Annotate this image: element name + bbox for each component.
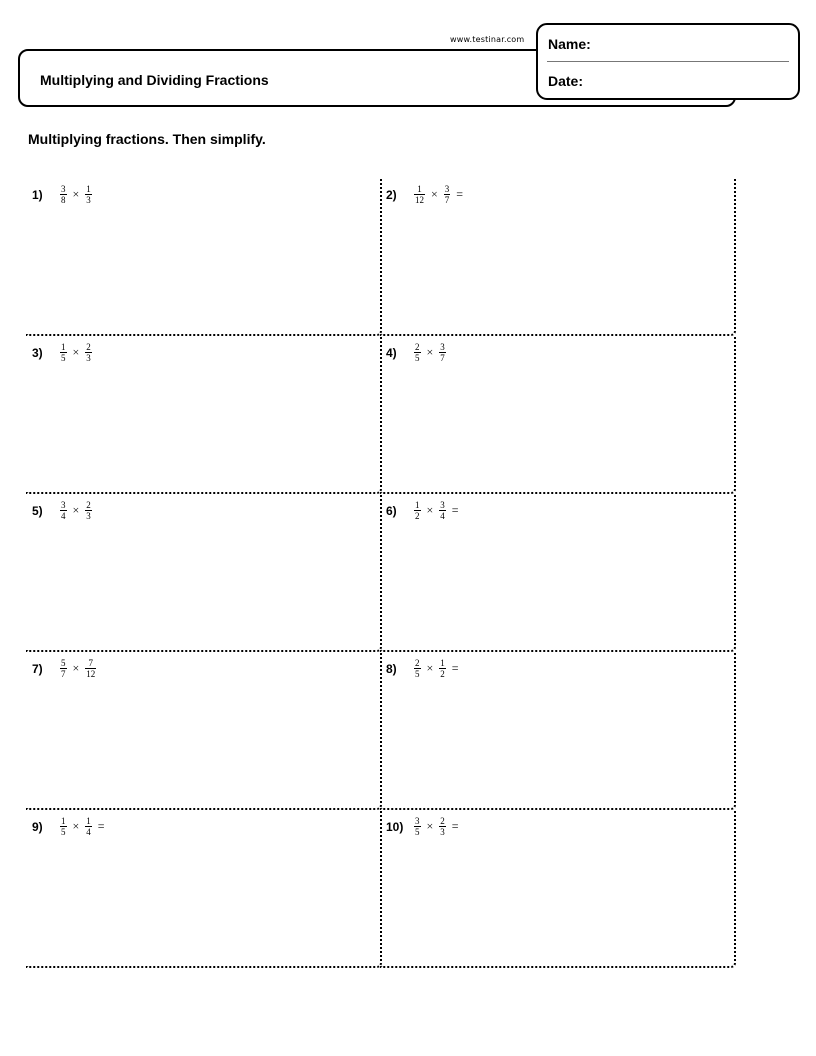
name-divider bbox=[547, 61, 789, 62]
problem-number: 7) bbox=[32, 661, 43, 676]
numerator: 2 bbox=[86, 342, 91, 352]
denominator: 12 bbox=[86, 669, 96, 679]
denominator: 3 bbox=[86, 353, 91, 363]
numerator: 1 bbox=[440, 658, 445, 668]
problem-cell bbox=[26, 810, 382, 968]
multiply-sign: × bbox=[426, 661, 434, 675]
equals-sign: = bbox=[451, 503, 459, 517]
multiply-sign: × bbox=[72, 819, 80, 833]
problem-cell bbox=[26, 652, 382, 810]
numerator: 1 bbox=[86, 184, 91, 194]
denominator: 5 bbox=[61, 353, 66, 363]
problem bbox=[32, 500, 98, 521]
fraction bbox=[85, 500, 92, 521]
denominator: 3 bbox=[440, 827, 445, 837]
equals-sign: = bbox=[451, 661, 459, 675]
problem-cell bbox=[26, 178, 382, 336]
fraction bbox=[414, 500, 421, 521]
problem-number: 4) bbox=[386, 345, 397, 360]
denominator: 4 bbox=[61, 511, 66, 521]
problem-number: 8) bbox=[386, 661, 397, 676]
numerator: 3 bbox=[61, 184, 66, 194]
denominator: 12 bbox=[415, 195, 424, 205]
denominator: 2 bbox=[415, 511, 420, 521]
equals-sign: = bbox=[97, 819, 105, 833]
problem-cell bbox=[380, 178, 736, 336]
numerator: 1 bbox=[61, 342, 66, 352]
fraction bbox=[444, 184, 451, 205]
numerator: 1 bbox=[415, 500, 420, 510]
worksheet-title: Multiplying and Dividing Fractions bbox=[40, 72, 269, 88]
multiply-sign: × bbox=[72, 187, 80, 201]
problem bbox=[386, 184, 463, 205]
denominator: 3 bbox=[86, 511, 91, 521]
numerator: 3 bbox=[440, 342, 445, 352]
denominator: 4 bbox=[86, 827, 91, 837]
multiply-sign: × bbox=[426, 345, 434, 359]
fraction bbox=[439, 658, 446, 679]
numerator: 1 bbox=[86, 816, 91, 826]
denominator: 7 bbox=[440, 353, 445, 363]
denominator: 5 bbox=[415, 827, 420, 837]
denominator: 5 bbox=[61, 827, 66, 837]
multiply-sign: × bbox=[72, 345, 80, 359]
problem-number: 9) bbox=[32, 819, 43, 834]
fraction bbox=[85, 658, 96, 679]
problem-number: 2) bbox=[386, 187, 397, 202]
problem bbox=[32, 184, 98, 205]
instruction-text: Multiplying fractions. Then simplify. bbox=[28, 131, 266, 147]
problem bbox=[386, 500, 459, 521]
fraction bbox=[439, 342, 446, 363]
numerator: 2 bbox=[86, 500, 91, 510]
fraction bbox=[60, 658, 67, 679]
fraction bbox=[60, 816, 67, 837]
numerator: 3 bbox=[415, 816, 420, 826]
date-label: Date: bbox=[548, 73, 584, 89]
fraction bbox=[414, 184, 425, 205]
numerator: 3 bbox=[444, 184, 450, 194]
problem-number: 10) bbox=[386, 819, 404, 834]
fraction bbox=[60, 184, 67, 205]
problem-number: 3) bbox=[32, 345, 43, 360]
problem-cell bbox=[380, 652, 736, 810]
numerator: 1 bbox=[61, 816, 66, 826]
multiply-sign: × bbox=[426, 503, 434, 517]
fraction bbox=[439, 816, 446, 837]
problem bbox=[386, 342, 452, 363]
denominator: 5 bbox=[415, 353, 420, 363]
problem-cell bbox=[380, 336, 736, 494]
fraction bbox=[85, 184, 92, 205]
denominator: 2 bbox=[440, 669, 445, 679]
multiply-sign: × bbox=[431, 187, 438, 201]
fraction bbox=[85, 342, 92, 363]
numerator: 3 bbox=[61, 500, 66, 510]
denominator: 5 bbox=[415, 669, 420, 679]
multiply-sign: × bbox=[426, 819, 434, 833]
fraction bbox=[414, 816, 421, 837]
fraction bbox=[60, 342, 67, 363]
numerator: 1 bbox=[417, 184, 422, 194]
problem bbox=[32, 658, 102, 679]
equals-sign: = bbox=[451, 819, 459, 833]
website-url: www.testinar.com bbox=[450, 35, 525, 44]
problem-cell bbox=[26, 494, 382, 652]
numerator: 2 bbox=[440, 816, 445, 826]
name-date-box bbox=[536, 23, 800, 100]
problem-number: 6) bbox=[386, 503, 397, 518]
problem-cell bbox=[26, 336, 382, 494]
denominator: 7 bbox=[61, 669, 66, 679]
problem bbox=[32, 342, 98, 363]
fraction bbox=[60, 500, 67, 521]
denominator: 7 bbox=[444, 195, 450, 205]
problem-cell bbox=[380, 494, 736, 652]
fraction bbox=[85, 816, 92, 837]
fraction bbox=[439, 500, 446, 521]
problem-cell bbox=[380, 810, 736, 968]
problem bbox=[32, 816, 105, 837]
numerator: 3 bbox=[440, 500, 445, 510]
denominator: 3 bbox=[86, 195, 91, 205]
numerator: 2 bbox=[415, 658, 420, 668]
problem bbox=[386, 816, 459, 837]
multiply-sign: × bbox=[72, 661, 80, 675]
denominator: 8 bbox=[61, 195, 66, 205]
problem-number: 5) bbox=[32, 503, 43, 518]
problem-number: 1) bbox=[32, 187, 43, 202]
problem bbox=[386, 658, 459, 679]
numerator: 5 bbox=[61, 658, 66, 668]
numerator: 7 bbox=[88, 658, 94, 668]
denominator: 4 bbox=[440, 511, 445, 521]
numerator: 2 bbox=[415, 342, 420, 352]
fraction bbox=[414, 658, 421, 679]
fraction bbox=[414, 342, 421, 363]
equals-sign: = bbox=[456, 187, 464, 201]
multiply-sign: × bbox=[72, 503, 80, 517]
name-label: Name: bbox=[548, 36, 591, 52]
